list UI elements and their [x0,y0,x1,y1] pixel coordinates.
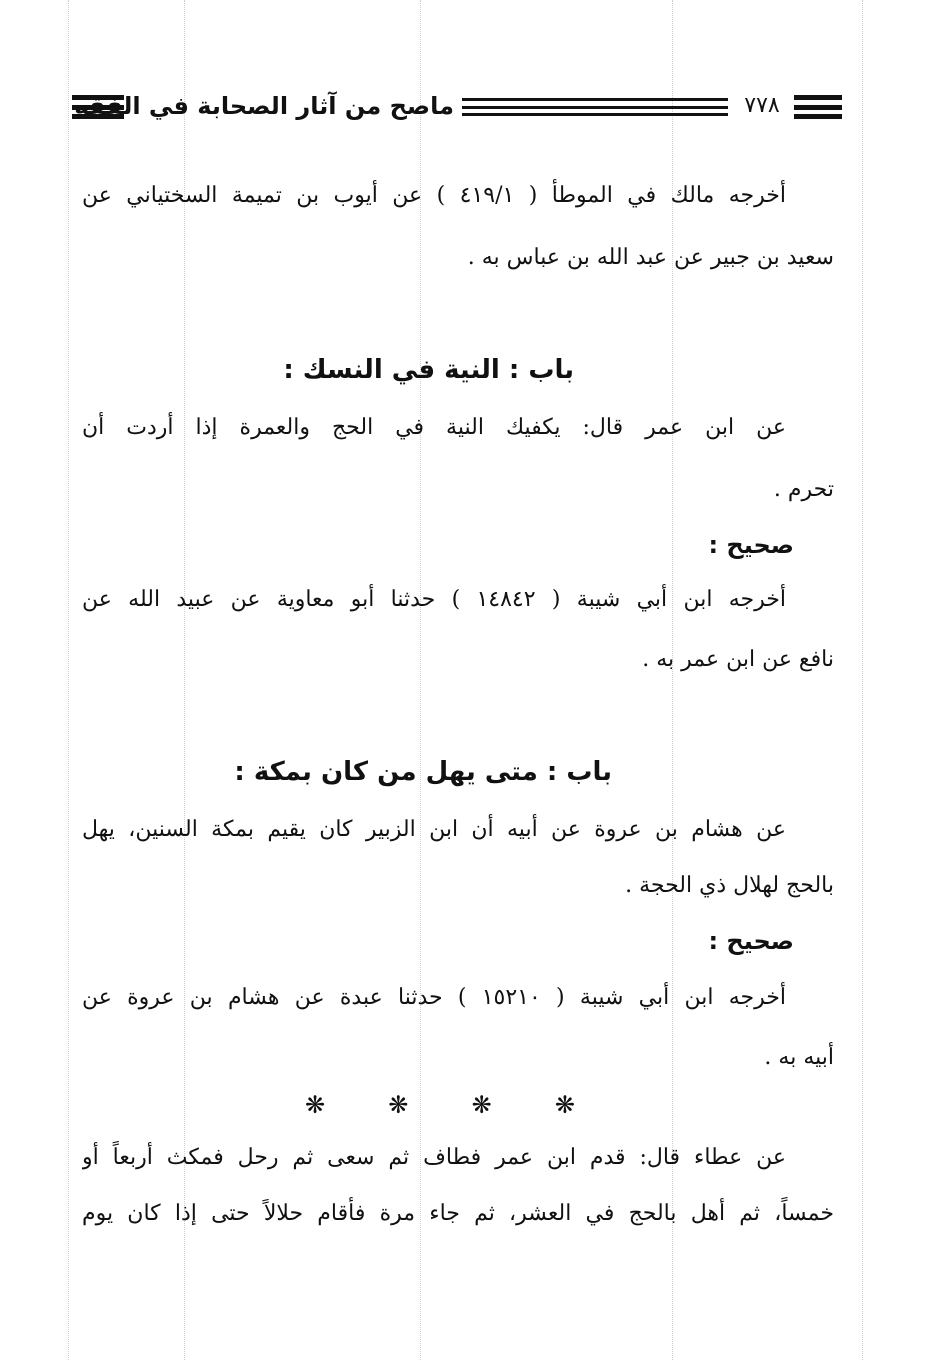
text-line: أخرجه ابن أبي شيبة ( ١٤٨٤٢ ) حدثنا أبو معاوية عن عبيد الله عن [82,587,786,612]
text-line: عن عطاء قال: قدم ابن عمر فطاف ثم سعى ثم رحل فمكث أربعاً أو [82,1145,786,1170]
text-line: عن ابن عمر قال: يكفيك النية في الحج والعمرة إذا أردت أن [82,415,786,440]
header-rule-middle [462,98,728,116]
asterism-icon: ❋ [388,1091,409,1119]
text-line: أخرجه ابن أبي شيبة ( ١٥٢١٠ ) حدثنا عبدة عن هشام بن عروة عن [82,985,786,1010]
header-rule-right [794,95,842,119]
page-header [72,86,842,126]
asterism-icon: ❋ [304,1091,326,1119]
grading-label: صحيح : [708,927,794,955]
book-title: ماصح من آثار الصحابة في الفقه [74,92,454,120]
section-heading: باب : النية في النسك : [283,355,574,385]
page-number: ٧٧٨ [744,93,780,118]
scan-line [862,0,863,1360]
text-line: تحرم . [773,477,834,502]
text-line: سعيد بن جبير عن عبد الله بن عباس به . [467,245,834,270]
section-separator [300,1088,580,1122]
text-line: عن هشام بن عروة عن أبيه أن ابن الزبير كان يقيم بمكة السنين، يهل [82,817,786,842]
asterism-icon: ❋ [554,1091,576,1119]
text-line: أخرجه مالك في الموطأ ( ٤١٩/١ ) عن أيوب بن تميمة السختياني عن [82,183,786,208]
asterism-icon: ❋ [471,1091,492,1119]
section-heading: باب : متى يهل من كان بمكة : [234,757,612,787]
text-line: بالحج لهلال ذي الحجة . [625,873,834,898]
text-line: نافع عن ابن عمر به . [642,647,834,672]
grading-label: صحيح : [708,531,794,559]
text-line: خمساً، ثم أهل بالحج في العشر، ثم جاء مرة فأقام حلالاً حتى إذا كان يوم [82,1201,834,1226]
text-line: أبيه به . [764,1045,834,1070]
scan-line [68,0,69,1360]
